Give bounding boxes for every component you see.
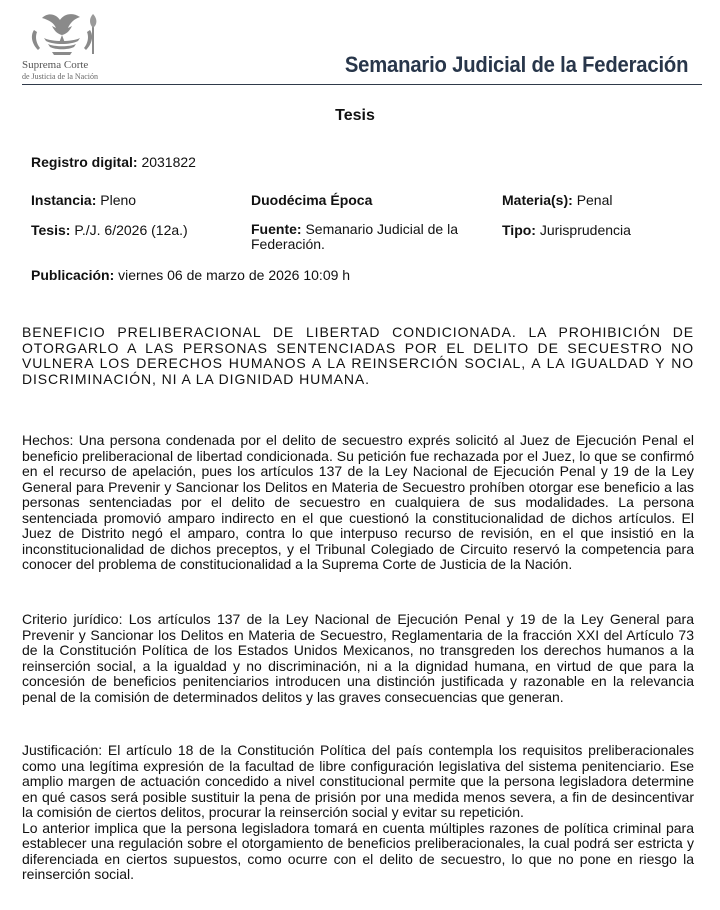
tesis-label: Tesis: <box>31 222 71 238</box>
materia <box>502 192 613 208</box>
instancia-label: Instancia: <box>31 192 97 208</box>
logo-org-subname: de Justicia de la Nación <box>22 72 98 81</box>
criterio-text: Criterio jurídico: Los artículos 137 de la Ley Nacional de Ejecución Penal y 19 de la Ley General para Prevenir y Sancionar los Delitos en Materia de Secuestro, Reglamentaria de la fracción XXI del Artículo 73 de la Constitución Política de los Estados Unidos Mexicanos, no transgreden los derechos humanos a la reinserción social, a la igualdad y no discriminación, ni a la dignidad humana, en virtud de que para la concesión de beneficios penitenciarios introducen una distinción justificada y razonable en la relevancia penal de la comisión de determinados delitos y las graves consecuencias que generan. <box>22 611 694 705</box>
page-header <box>0 0 720 90</box>
justificacion-text-2: Lo anterior implica que la persona legisladora tomará en cuenta múltiples razones de política criminal para establecer una regulación sobre el otorgamiento de beneficios preliberacionales, la cual podrá ser estricta y diferenciada en ciertos supuestos, como ocurre con el delito de secuestro, lo que no pone en riesgo la reinserción social. <box>22 819 694 882</box>
header-divider <box>22 84 702 85</box>
site-title: Semanario Judicial de la Federación <box>344 52 688 77</box>
epoca <box>251 192 372 208</box>
materia-label: Materia(s): <box>502 192 573 208</box>
document-type-heading: Tesis <box>335 107 375 124</box>
registro-digital <box>31 154 196 170</box>
justificacion-text: Justificación: El artículo 18 de la Constitución Política del país contempla los requisitos preliberacionales como una legítima expresión de la facultad de libre configuración legislativa del sistema penitenciario. Ese amplio margen de actuación concedido a nivel constitucional permite que la persona legisladora determine en qué casos será posible sustituir la pena de prisión por una medida menos severa, a fin de desincentivar la comisión de ciertos delitos, procurar la reinserción social y evitar su repetición. <box>22 742 694 820</box>
tipo-label: Tipo: <box>502 222 536 238</box>
fuente-value: Semanario Judicial de la Federación. <box>251 221 458 252</box>
instancia-value: Pleno <box>100 192 137 208</box>
publicacion <box>31 267 350 283</box>
materia-value: Penal <box>576 192 613 208</box>
tesis-number <box>31 222 188 238</box>
registro-label: Registro digital: <box>31 154 138 170</box>
epoca-value: Duodécima Época <box>251 192 373 208</box>
hechos-paragraph <box>22 433 694 573</box>
eagle-seal-icon <box>22 12 102 58</box>
instancia <box>31 192 136 208</box>
tipo <box>502 222 631 238</box>
tipo-value: Jurisprudencia <box>539 222 631 238</box>
tesis-rubro: BENEFICIO PRELIBERACIONAL DE LIBERTAD CONDICIONADA. LA PROHIBICIÓN DE OTORGARLO A LAS PERSONAS SENTENCIADAS POR EL DELITO DE SECUESTRO NO VULNERA LOS DERECHOS HUMANOS A LA REINSERCIÓN SOCIAL, A LA IGUALDAD Y NO DISCRIMINACIÓN, NI A LA DIGNIDAD HUMANA. <box>22 324 694 387</box>
criterio-paragraph <box>22 612 694 705</box>
tesis-value: P./J. 6/2026 (12a.) <box>74 222 188 238</box>
publicacion-value: viernes 06 de marzo de 2026 10:09 h <box>118 267 351 283</box>
scjn-logo <box>22 12 132 58</box>
publicacion-label: Publicación: <box>31 267 115 283</box>
fuente-label: Fuente: <box>251 221 302 237</box>
fuente <box>251 222 483 252</box>
logo-org-name: Suprema Corte <box>22 59 89 71</box>
hechos-text: Hechos: Una persona condenada por el delito de secuestro exprés solicitó al Juez de Ejecución Penal el beneficio preliberacional de libertad condicionada. Su petición fue rechazada por el Juez, lo que se confirmó en el recurso de apelación, pues los artículos 137 de la Ley Nacional de Ejecución Penal y 19 de la Ley General para Prevenir y Sancionar los Delitos en Materia de Secuestro prohíben otorgar ese beneficio a las personas sentenciadas por el delito de secuestro en cualquiera de sus modalidades. La persona sentenciada promovió amparo indirecto en el que cuestionó la constitucionalidad de dichos artículos. El Juez de Distrito negó el amparo, contra lo que interpuso recurso de revisión, en el que insistió en la inconstitucionalidad de dichos preceptos, y el Tribunal Colegiado de Circuito reservó la competencia para conocer del problema de constitucionalidad a la Suprema Corte de Justicia de la Nación. <box>22 432 694 572</box>
justificacion-paragraph <box>22 743 694 883</box>
registro-value: 2031822 <box>141 154 196 170</box>
